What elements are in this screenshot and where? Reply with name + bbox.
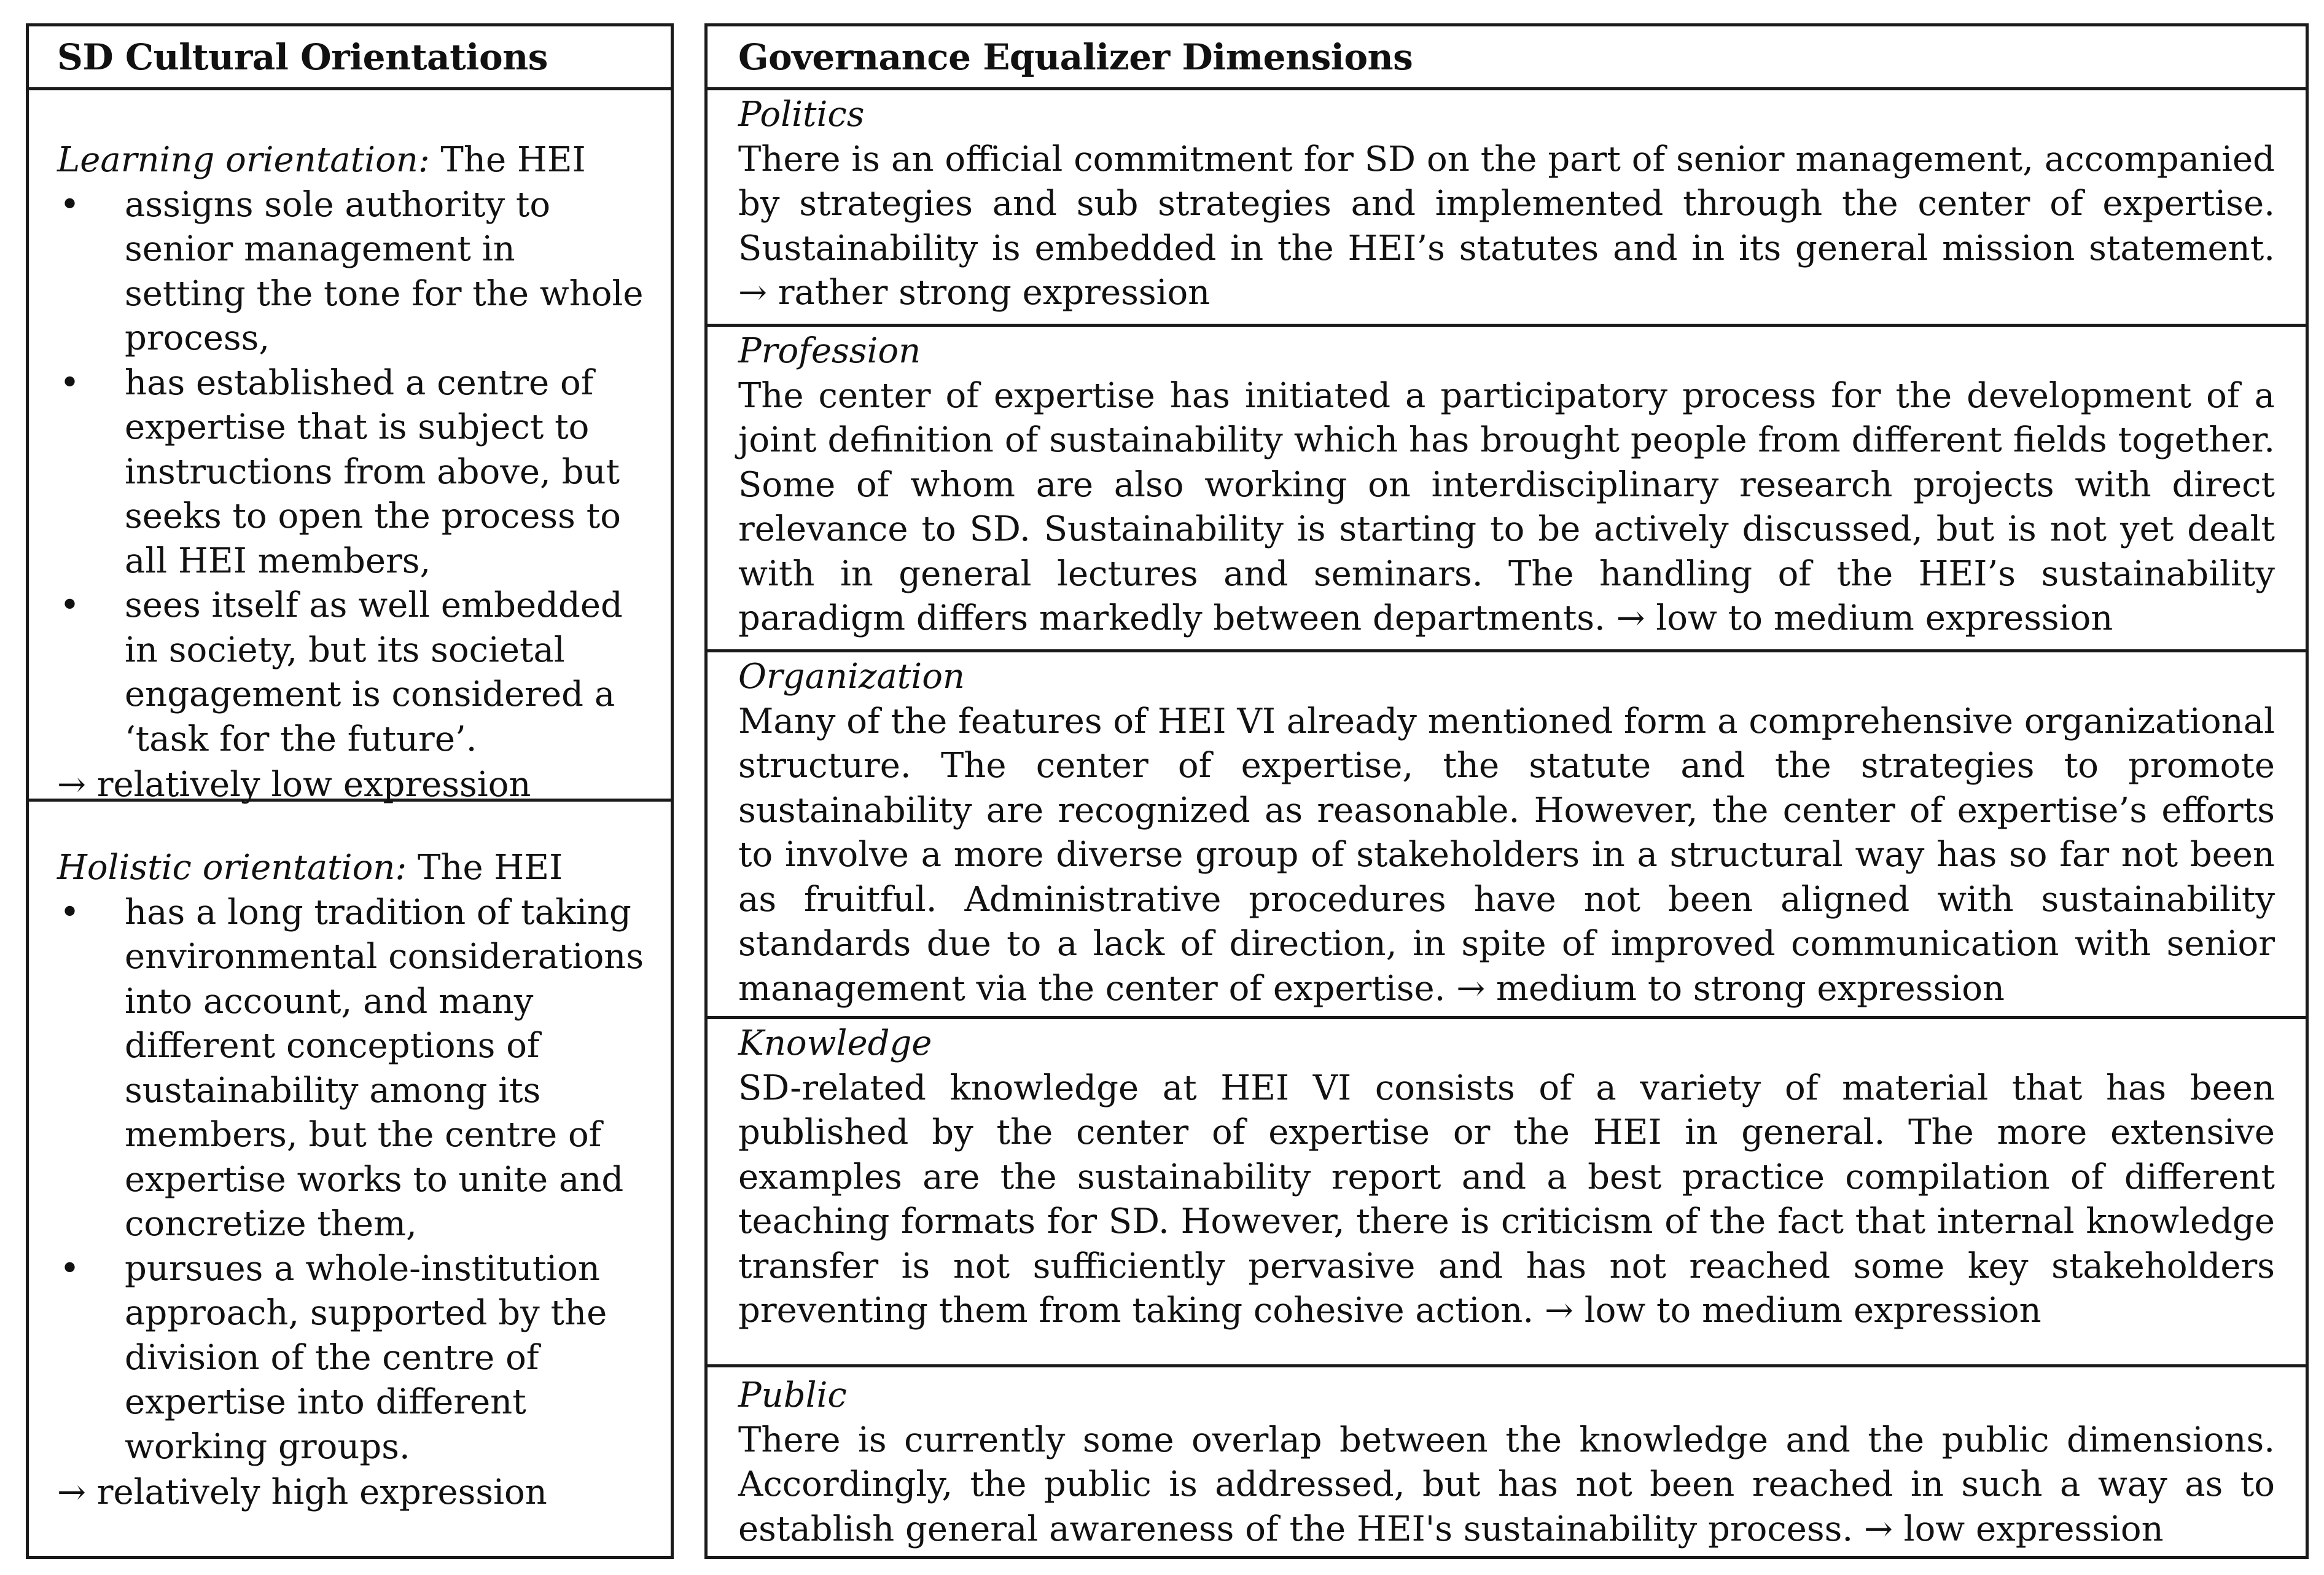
list-item-text: pursues a whole-institution approach, supported by the division of the centre of expertise into different working groups.: [125, 1248, 607, 1467]
profession-label: Profession: [738, 331, 921, 371]
list-item: [57, 361, 646, 584]
bullet-icon: •: [60, 892, 80, 932]
learning-orientation-cell: [29, 90, 671, 805]
learning-orientation-label: Learning orientation:: [57, 140, 430, 180]
list-item: [57, 183, 646, 361]
knowledge-label: Knowledge: [738, 1023, 932, 1063]
public-text: There is currently some overlap between the knowledge and the public dimensions. Accordingly, the public is addressed, but has not been reached in such a way as to establish general awareness of the HEI's sustainability process. → low expression: [738, 1420, 2275, 1549]
public-label: Public: [738, 1375, 847, 1415]
list-item-text: has a long tradition of taking environmental considerations into account, and many different conceptions of sustainability among its members, but the centre of expertise works to unite and concretize them,: [125, 892, 644, 1244]
profession-text: The center of expertise has initiated a participatory process for the development of a joint definition of sustainability which has brought people from different fields together. Some of whom are also working on interdisciplinary research projects with direct relevance to SD. Sustainability is starting to be actively discussed, but is not yet dealt with in general lectures and seminars. The handling of the HEI’s sustainability paradigm differs markedly between departments. → low to medium expression: [738, 375, 2275, 638]
learning-orientation-conclusion: → relatively low expression: [57, 765, 531, 805]
holistic-orientation-lead: [57, 846, 646, 891]
learning-orientation-list: [57, 183, 646, 762]
politics-text: There is an official commitment for SD on the part of senior management, accompanied by strategies and sub strategies and implemented through the center of expertise. Sustainability is embedded in the HEI’s statutes and in its general mission statement. → rather strong expression: [738, 139, 2275, 313]
list-item: [57, 891, 646, 1247]
holistic-orientation-cell: [29, 802, 671, 1515]
list-item-text: sees itself as well embedded in society, but its societal engagement is considered a ‘task for the future’.: [125, 585, 623, 759]
holistic-orientation-subject: The HEI: [407, 848, 563, 888]
cultural-orientations-header: SD Cultural Orientations: [29, 26, 671, 90]
list-item-text: has established a centre of expertise that is subject to instructions from above, but seeks to open the process to all HEI members,: [125, 362, 621, 581]
bullet-icon: •: [60, 585, 80, 625]
knowledge-text: SD-related knowledge at HEI VI consists of a variety of material that has been published by the center of expertise or the HEI in general. The more extensive examples are the sustainability report and a best practice compilation of different teaching formats for SD. However, there is criticism of the fact that internal knowledge transfer is not sufficiently pervasive and has not reached some key stakeholders preventing them from taking cohesive action. → low to medium expression: [738, 1068, 2275, 1331]
politics-cell: [708, 90, 2306, 327]
organization-cell: [708, 652, 2306, 1019]
cultural-orientations-column: [26, 23, 674, 1559]
learning-orientation-lead: [57, 138, 646, 183]
governance-dimensions-column: [704, 23, 2309, 1559]
profession-cell: [708, 327, 2306, 652]
bullet-icon: •: [60, 362, 80, 403]
politics-label: Politics: [738, 95, 865, 135]
list-item-text: assigns sole authority to senior management in setting the tone for the whole process,: [125, 184, 644, 358]
bullet-icon: •: [60, 184, 80, 225]
holistic-orientation-conclusion: → relatively high expression: [57, 1472, 547, 1512]
knowledge-cell: [708, 1019, 2306, 1367]
organization-label: Organization: [738, 657, 965, 697]
list-item: [57, 1247, 646, 1470]
public-cell: [708, 1367, 2306, 1552]
list-item: [57, 584, 646, 762]
governance-dimensions-header: Governance Equalizer Dimensions: [708, 26, 2306, 90]
organization-text: Many of the features of HEI VI already mentioned form a comprehensive organizational structure. The center of expertise, the statute and the strategies to promote sustainability are recognized as reasonable. However, the center of expertise’s efforts to involve a more diverse group of stakeholders in a structural way has so far not been as fruitful. Administrative procedures have not been aligned with sustainability standards due to a lack of direction, in spite of improved communication with senior management via the center of expertise. → medium to strong expression: [738, 701, 2275, 1009]
holistic-orientation-label: Holistic orientation:: [57, 848, 407, 888]
learning-orientation-subject: The HEI: [429, 140, 586, 180]
bullet-icon: •: [60, 1248, 80, 1289]
holistic-orientation-list: [57, 891, 646, 1470]
